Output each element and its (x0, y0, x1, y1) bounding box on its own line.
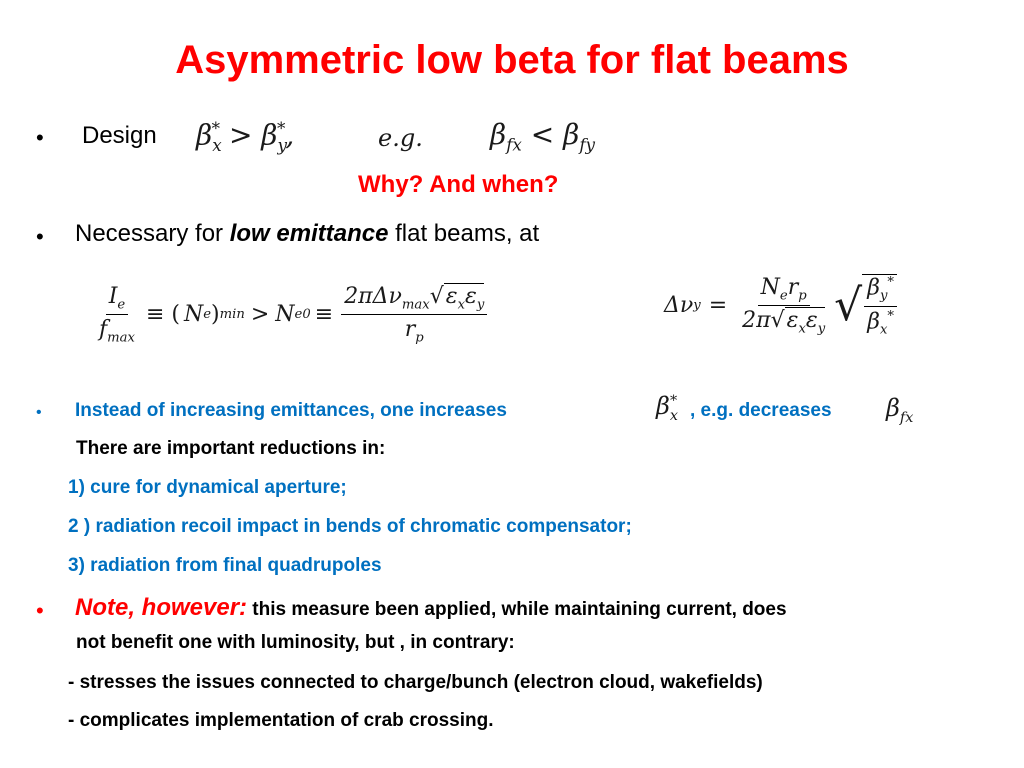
necessary-prefix: Necessary for (75, 220, 230, 247)
bullet-marker: • (36, 125, 44, 150)
necessary-emphasis: low emittance (229, 220, 389, 247)
eg-label: e.g. (378, 124, 423, 152)
question-text: Why? And when? (358, 171, 559, 198)
note-text: this measure been applied, while maintaining current, does (247, 599, 787, 620)
reductions-intro: There are important reductions in: (76, 438, 386, 459)
note-line-2: not benefit one with luminosity, but , in contrary: (76, 632, 515, 653)
consequence-item-2: - complicates implementation of crab crossing. (68, 710, 494, 731)
necessary-text (75, 220, 539, 248)
bullet-marker: • (36, 404, 42, 421)
design-formula-1: $\beta_x^* > \beta_y^*$, (196, 118, 295, 155)
design-formula-2: $\beta_{fx} < \beta_{fy}$ (490, 118, 596, 155)
reduction-item-3: 3) radiation from final quadrupoles (68, 555, 382, 576)
note-label: Note, however: (75, 594, 248, 621)
necessary-suffix: flat beams, at (388, 220, 540, 247)
reduction-item-1: 1) cure for dynamical aperture; (68, 477, 347, 498)
reduction-item-2: 2 ) radiation recoil impact in bends of chromatic compensator; (68, 516, 632, 537)
equation-left: $\frac{I_e}{f_{max}}$ ≡ ( N e ) min > N e 0 ≡ $\frac{2\pi\Delta\nu_{max}√\varepsilon_x\varepsilon_y}{r_p}$ (92, 284, 491, 346)
note-line-1 (75, 594, 787, 622)
beta-fx-symbol: $\beta_{fx}$ (886, 394, 914, 426)
slide-title: Asymmetric low beta for flat beams (175, 38, 849, 82)
design-label: Design (82, 122, 157, 149)
beta-x-star-symbol: $\beta_x^*$ (656, 392, 678, 424)
instead-decreases-text: , e.g. decreases (690, 400, 832, 421)
bullet-marker: • (36, 598, 44, 623)
bullet-marker: • (36, 224, 44, 249)
equation-right: Δν y = $\frac{N_er_p}{2\pi√\varepsilon_x\varepsilon_y}$ √ $\frac{\beta_y^*}{\beta_x^*}$ (664, 274, 901, 337)
instead-text: Instead of increasing emittances, one increases (75, 400, 507, 421)
consequence-item-1: - stresses the issues connected to charge/bunch (electron cloud, wakefields) (68, 672, 763, 693)
